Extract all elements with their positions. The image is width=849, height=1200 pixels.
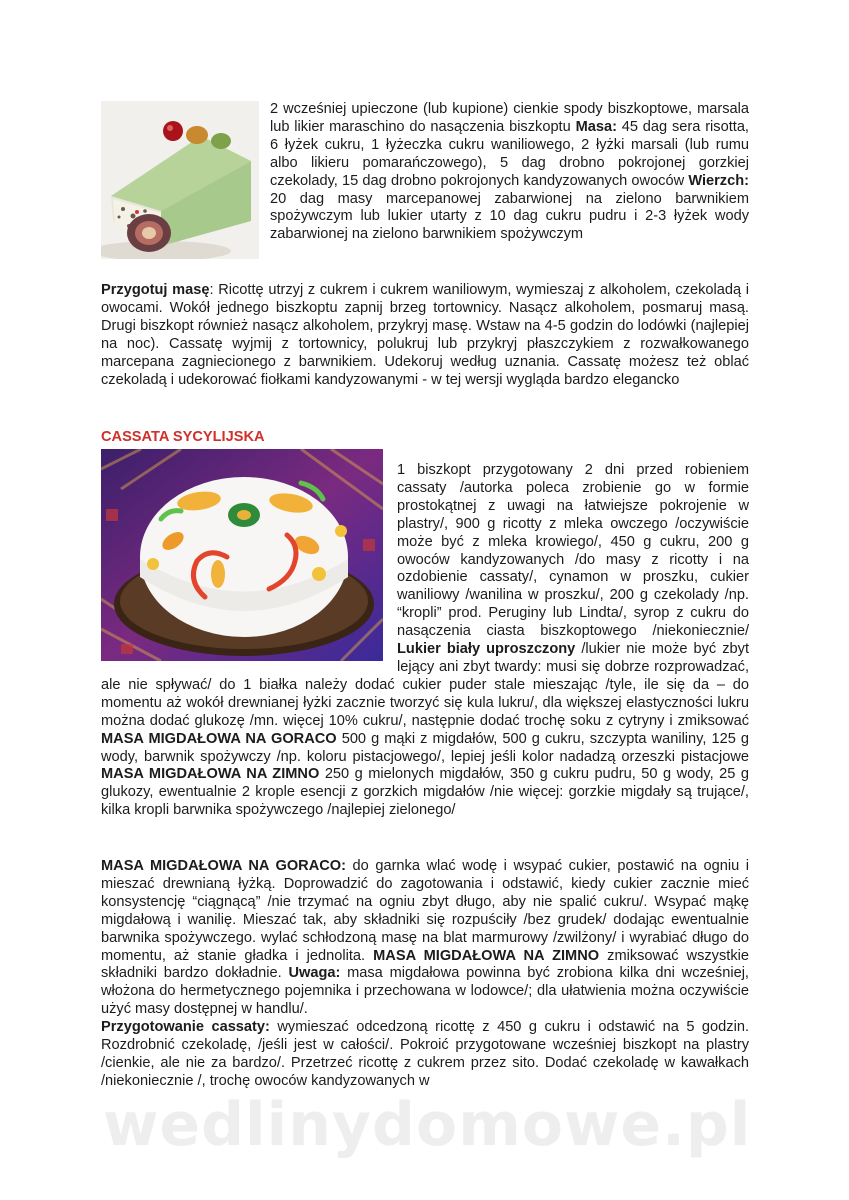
cassata-ingredients-paragraph: 1 biszkopt przygotowany 2 dni przed robieniem cassaty /autorka poleca zrobienie go w formie prostokątnej z uwagi na łatwiejsze pokrojenie w plastry/, 900 g ricotty z mleka owczego /oczywiście może być z mleka krowiego/, 450 g cukru, 200 g owoców kandyzowanych /do masy z ricotty i na ozdobienie cassaty/, cynamon w proszku, cukier waniliowy /wanilina w proszku/, 200 g czekolady /np. “kropli” prod. Peruginy lub Lindta/, syrop z cukru do nasączenia ciasta biszkoptowego /niekoniecznie/ Lukier biały uproszczony /lukier nie może być zbyt lejący ani zbyt twardy: musi się dobrze rozprowadzać, ale nie spływać/ do 1 białka należy dodać cukier puder stale mieszając /tyle, ile się da – do momentu aż wokół drewnianej łyżki zacznie tworzyć się kula lukru/, dla większej elastyczności lukru można dodać glukozę /mn. więcej 10% cukru/, następnie dodać trochę soku z cytryny i zmiksować MASA MIGDAŁOWA NA GORACO 500 g mąki z migdałów, 500 g cukru, szczypta waniliny, 125 g wody, barwnik spożywczy /np. koloru pistacjowego/, lepiej jeśli kolor nadadzą orzeszki pistacjowe MASA MIGDAŁOWA NA ZIMNO 250 g mielonych migdałów, 350 g cukru pudru, 50 g wody, 25 g glukozy, ewentualnie 2 krople esencji z gorzkich migdałów /nie więcej: gorzkie migdały są trujące/, kilka kropli barwnika spożywczego /najlepiej zielonego/ (101, 462, 750, 819)
preparation-section (101, 282, 749, 389)
method-paragraph: MASA MIGDAŁOWA NA GORACO: do garnka wlać wodę i wsypać cukier, postawić na ogniu i mieszać drewnianą łyżką. Doprowadzić do zagotowania i odstawić, kiedy cukier zacznie mieć konsystencję “ciągnącą” /nie trzymać na ogniu zbyt długo, aby nie spalić cukru/. Wsypać mąkę migdałową i wanilię. Mieszać tak, aby składniki się rozpuściły /bez grudek/ dodając ewentualnie barwnika spożywczego. wylać schłodzoną masę na blat marmurowy /zwilżony/ i wyrabiać długo do momentu, aż stanie gładka i jednolita. MASA MIGDAŁOWA NA ZIMNO zmiksować wszystkie składniki bardzo dokładnie. Uwaga: masa migdałowa powinna być zrobiona kilka dni wcześniej, włożona do hermetycznego pojemnika i przechowana w lodowce/; dla ułatwienia można oczywiście użyć masy dostępnej w handlu/. Przygotowanie cassaty: wymieszać odcedzoną ricottę z 450 g cukru i odstawić na 5 godzin. Rozdrobnić czekoladę, /jeśli jest w całości/. Pokroić przygotowane wcześniej biszkopt na plastry /cienkie, ale nie za bardzo/. Przetrzeć ricottę z cukrem przez sito. Dodać czekoladę w kawałkach /niekoniecznie /, trochę owoców kandyzowanych w (101, 858, 749, 1089)
preparation-paragraph: Przygotuj masę: Ricottę utrzyj z cukrem i cukrem waniliowym, wymieszaj z alkoholem, czekoladą i owocami. Wokół jednego biszkoptu zapnij brzeg tortownicy. Nasącz alkoholem, posmaruj masą. Drugi biszkopt również nasącz alkoholem, przykryj masę. Wstaw na 4-5 godzin do lodówki (najlepiej na noc). Cassatę wyjmij z tortownicy, polukruj lub przykryj płaszczykiem z rozwałkowanego marcepana zagniecionego z barwnikiem. Udekoruj według uznania. Cassatę możesz też oblać czekoladą i udekorować fiołkami kandyzowanymi - w tej wersji wygląda bardzo elegancko (101, 282, 749, 388)
cake-slice-photo (101, 101, 259, 259)
method-section (101, 858, 749, 1091)
ingredients-paragraph: 2 wcześniej upieczone (lub kupione) cienkie spody biszkoptowe, marsala lub likier maraschino do nasączenia biszkoptu Masa: 45 dag sera risotta, 6 łyżek cukru, 1 łyżeczka cukru waniliowego, 2 łyżki marsali (lub rumu albo likieru pomarańczowego), 5 dag drobno pokrojonej gorzkiej czekolady, 15 dag drobno pokrojonych kandyzowanych owoców Wierzch: 20 dag masy marcepanowej zabarwionej na zielono barwnikiem spożywczym lub lukier utarty z 10 dag cukru pudru i 2-3 łyżek wody zabarwionej na zielono barwnikiem spożywczym (270, 101, 749, 243)
cassata-section (101, 449, 749, 820)
watermark: wedlinydomowe.pl (103, 1090, 752, 1160)
section-heading: CASSATA SYCYLIJSKA (101, 429, 265, 445)
cassata-cake-photo (101, 449, 383, 661)
intro-section (101, 101, 749, 269)
